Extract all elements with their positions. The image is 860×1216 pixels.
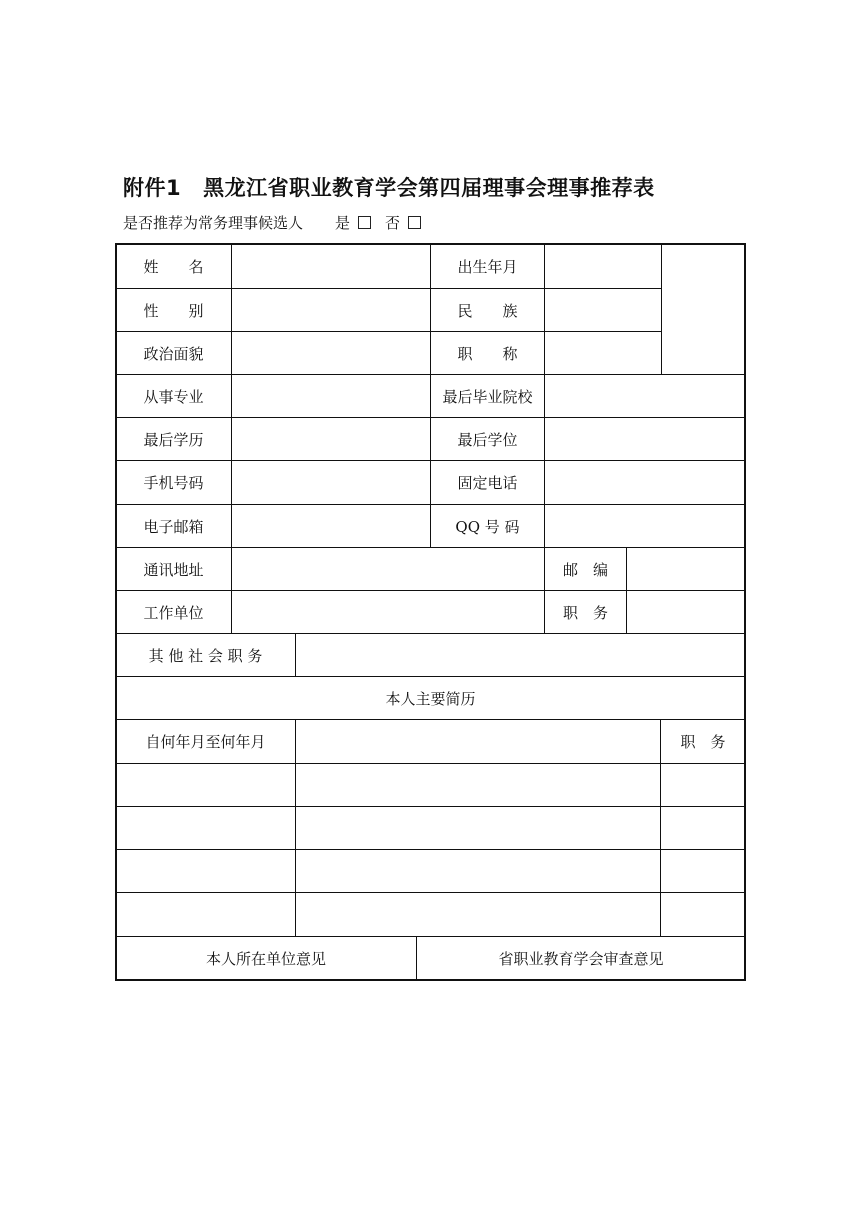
resume-section-header: 本人主要简历	[385, 689, 476, 708]
address-field[interactable]	[232, 548, 544, 590]
label-period: 自何年月至何年月	[145, 733, 266, 751]
label-mobile: 手机号码	[143, 474, 204, 492]
label-degree: 最后学位	[457, 430, 518, 449]
candidate-line	[123, 212, 421, 233]
label-major: 从事专业	[143, 387, 204, 406]
resume-detail-cell[interactable]	[296, 893, 660, 936]
resume-position-cell[interactable]	[661, 850, 745, 892]
label-political-status: 政治面貌	[143, 344, 204, 363]
resume-position-cell[interactable]	[661, 764, 745, 806]
resume-period-cell[interactable]	[116, 850, 295, 892]
label-landline: 固定电话	[457, 474, 518, 492]
resume-period-cell[interactable]	[116, 893, 295, 936]
document-title	[123, 172, 655, 202]
label-graduate-school: 最后毕业院校	[442, 387, 533, 406]
attachment-label: 附件1	[123, 176, 182, 200]
resume-detail-cell[interactable]	[296, 764, 660, 806]
professional-title-field[interactable]	[545, 332, 661, 374]
name-field[interactable]	[232, 245, 430, 288]
resume-position-cell[interactable]	[661, 893, 745, 936]
no-label: 否	[385, 214, 401, 232]
major-field[interactable]	[232, 375, 430, 417]
political-status-field[interactable]	[232, 332, 430, 374]
label-work-unit: 工作单位	[143, 603, 204, 622]
label-other-social-roles: 其 他 社 会 职 务	[148, 646, 263, 665]
resume-period-cell[interactable]	[116, 807, 295, 849]
label-position: 职 务	[562, 603, 608, 622]
label-society-opinion: 省职业教育学会审查意见	[498, 949, 664, 968]
label-address: 通讯地址	[143, 560, 204, 579]
yes-label: 是	[335, 214, 351, 232]
label-qq: QQ 号 码	[455, 517, 520, 536]
no-checkbox[interactable]	[408, 216, 421, 229]
work-unit-field[interactable]	[232, 591, 544, 633]
education-field[interactable]	[232, 418, 430, 460]
ethnicity-field[interactable]	[545, 289, 661, 331]
birth-date-field[interactable]	[545, 245, 661, 288]
form-title: 黑龙江省职业教育学会第四届理事会理事推荐表	[203, 176, 655, 200]
label-education: 最后学历	[143, 430, 204, 449]
label-birth-date: 出生年月	[457, 258, 518, 276]
graduate-school-field[interactable]	[545, 375, 745, 417]
label-name: 姓 名	[143, 258, 204, 276]
label-ethnicity: 民 族	[457, 301, 518, 320]
yes-checkbox[interactable]	[358, 216, 371, 229]
gender-field[interactable]	[232, 289, 430, 331]
resume-position-cell[interactable]	[661, 807, 745, 849]
table-border-bottom	[115, 979, 746, 981]
label-resume-position: 职 务	[680, 733, 726, 751]
label-postcode: 邮 编	[562, 560, 608, 579]
email-field[interactable]	[232, 505, 430, 547]
label-gender: 性 别	[143, 301, 204, 320]
qq-field[interactable]	[545, 505, 745, 547]
mobile-field[interactable]	[232, 461, 430, 504]
photo-field[interactable]	[662, 245, 745, 374]
other-social-roles-field[interactable]	[296, 634, 745, 676]
resume-header-field[interactable]	[296, 720, 660, 763]
postcode-field[interactable]	[627, 548, 745, 590]
label-unit-opinion: 本人所在单位意见	[205, 949, 326, 968]
degree-field[interactable]	[545, 418, 745, 460]
resume-detail-cell[interactable]	[296, 807, 660, 849]
label-email: 电子邮箱	[143, 517, 204, 536]
resume-detail-cell[interactable]	[296, 850, 660, 892]
position-field[interactable]	[627, 591, 745, 633]
candidate-question: 是否推荐为常务理事候选人	[123, 214, 304, 232]
label-professional-title: 职 称	[457, 344, 518, 363]
landline-field[interactable]	[545, 461, 745, 504]
resume-period-cell[interactable]	[116, 764, 295, 806]
